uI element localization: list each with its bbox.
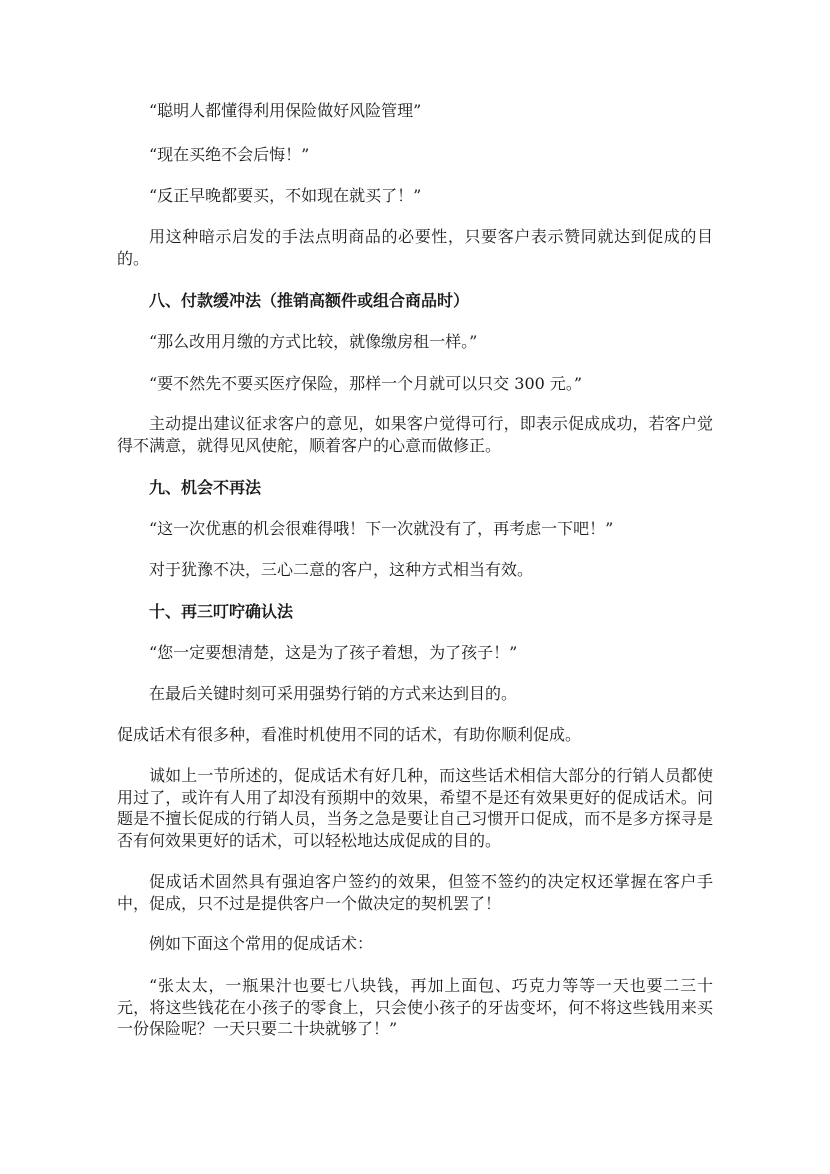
paragraph-4: 在最后关键时刻可采用强势行销的方式来达到目的。 <box>149 684 518 703</box>
quote-1: “聪明人都懂得利用保险做好风险管理” <box>149 101 422 120</box>
heading-8: 八、付款缓冲法（推销高额件或组合商品时） <box>149 291 470 310</box>
paragraph-6: 诚如上一节所述的，促成话术有好几种，而这些话术相信大部分的行销人员都使用过了，或许有人用了却没有预期中的效果，希望不是还有效果更好的促成话术。问题是不擅长促成的行销人员，当务之急是要让自己习惯开口促成，而不是多方探寻是否有何效果更好的话术，可以轻松地达成促成的目的。 <box>117 766 713 850</box>
paragraph-2: 主动提出建议征求客户的意见，如果客户觉得可行，即表示促成成功，若客户觉得不满意，就得见风使舵，顺着客户的心意而做修正。 <box>117 414 713 455</box>
heading-9: 九、机会不再法 <box>149 478 262 497</box>
paragraph-5: 促成话术有很多种，看准时机使用不同的话术，有助你顺利促成。 <box>117 725 582 744</box>
heading-10: 十、再三叮咛确认法 <box>149 602 294 621</box>
quote-5: “要不然先不要买医疗保险，那样一个月就可以只交 300 元。” <box>149 374 583 393</box>
quote-4: “那么改用月缴的方式比较，就像缴房租一样。” <box>149 332 478 351</box>
quote-6: “这一次优惠的机会很难得哦！下一次就没有了，再考虑一下吧！” <box>149 519 614 538</box>
quote-8: “张太太，一瓶果汁也要七八块钱，再加上面包、巧克力等等一天也要二三十元，将这些钱花在小孩子的零食上，只会使小孩子的牙齿变坏，何不将这些钱用来买一份保险呢？一天只要二十块就够了！” <box>117 976 713 1038</box>
quote-3: “反正早晚都要买，不如现在就买了！” <box>149 186 422 205</box>
paragraph-7: 促成话术固然具有强迫客户签约的效果，但签不签约的决定权还掌握在客户手中，促成，只不过是提供客户一个做决定的契机罢了！ <box>117 872 713 913</box>
paragraph-8: 例如下面这个常用的促成话术： <box>149 934 374 953</box>
paragraph-1: 用这种暗示启发的手法点明商品的必要性，只要客户表示赞同就达到促成的目的。 <box>117 227 713 268</box>
quote-7: “您一定要想清楚，这是为了孩子着想，为了孩子！” <box>149 643 518 662</box>
paragraph-3: 对于犹豫不决，三心二意的客户，这种方式相当有效。 <box>149 560 534 579</box>
quote-2: “现在买绝不会后悔！” <box>149 145 310 164</box>
